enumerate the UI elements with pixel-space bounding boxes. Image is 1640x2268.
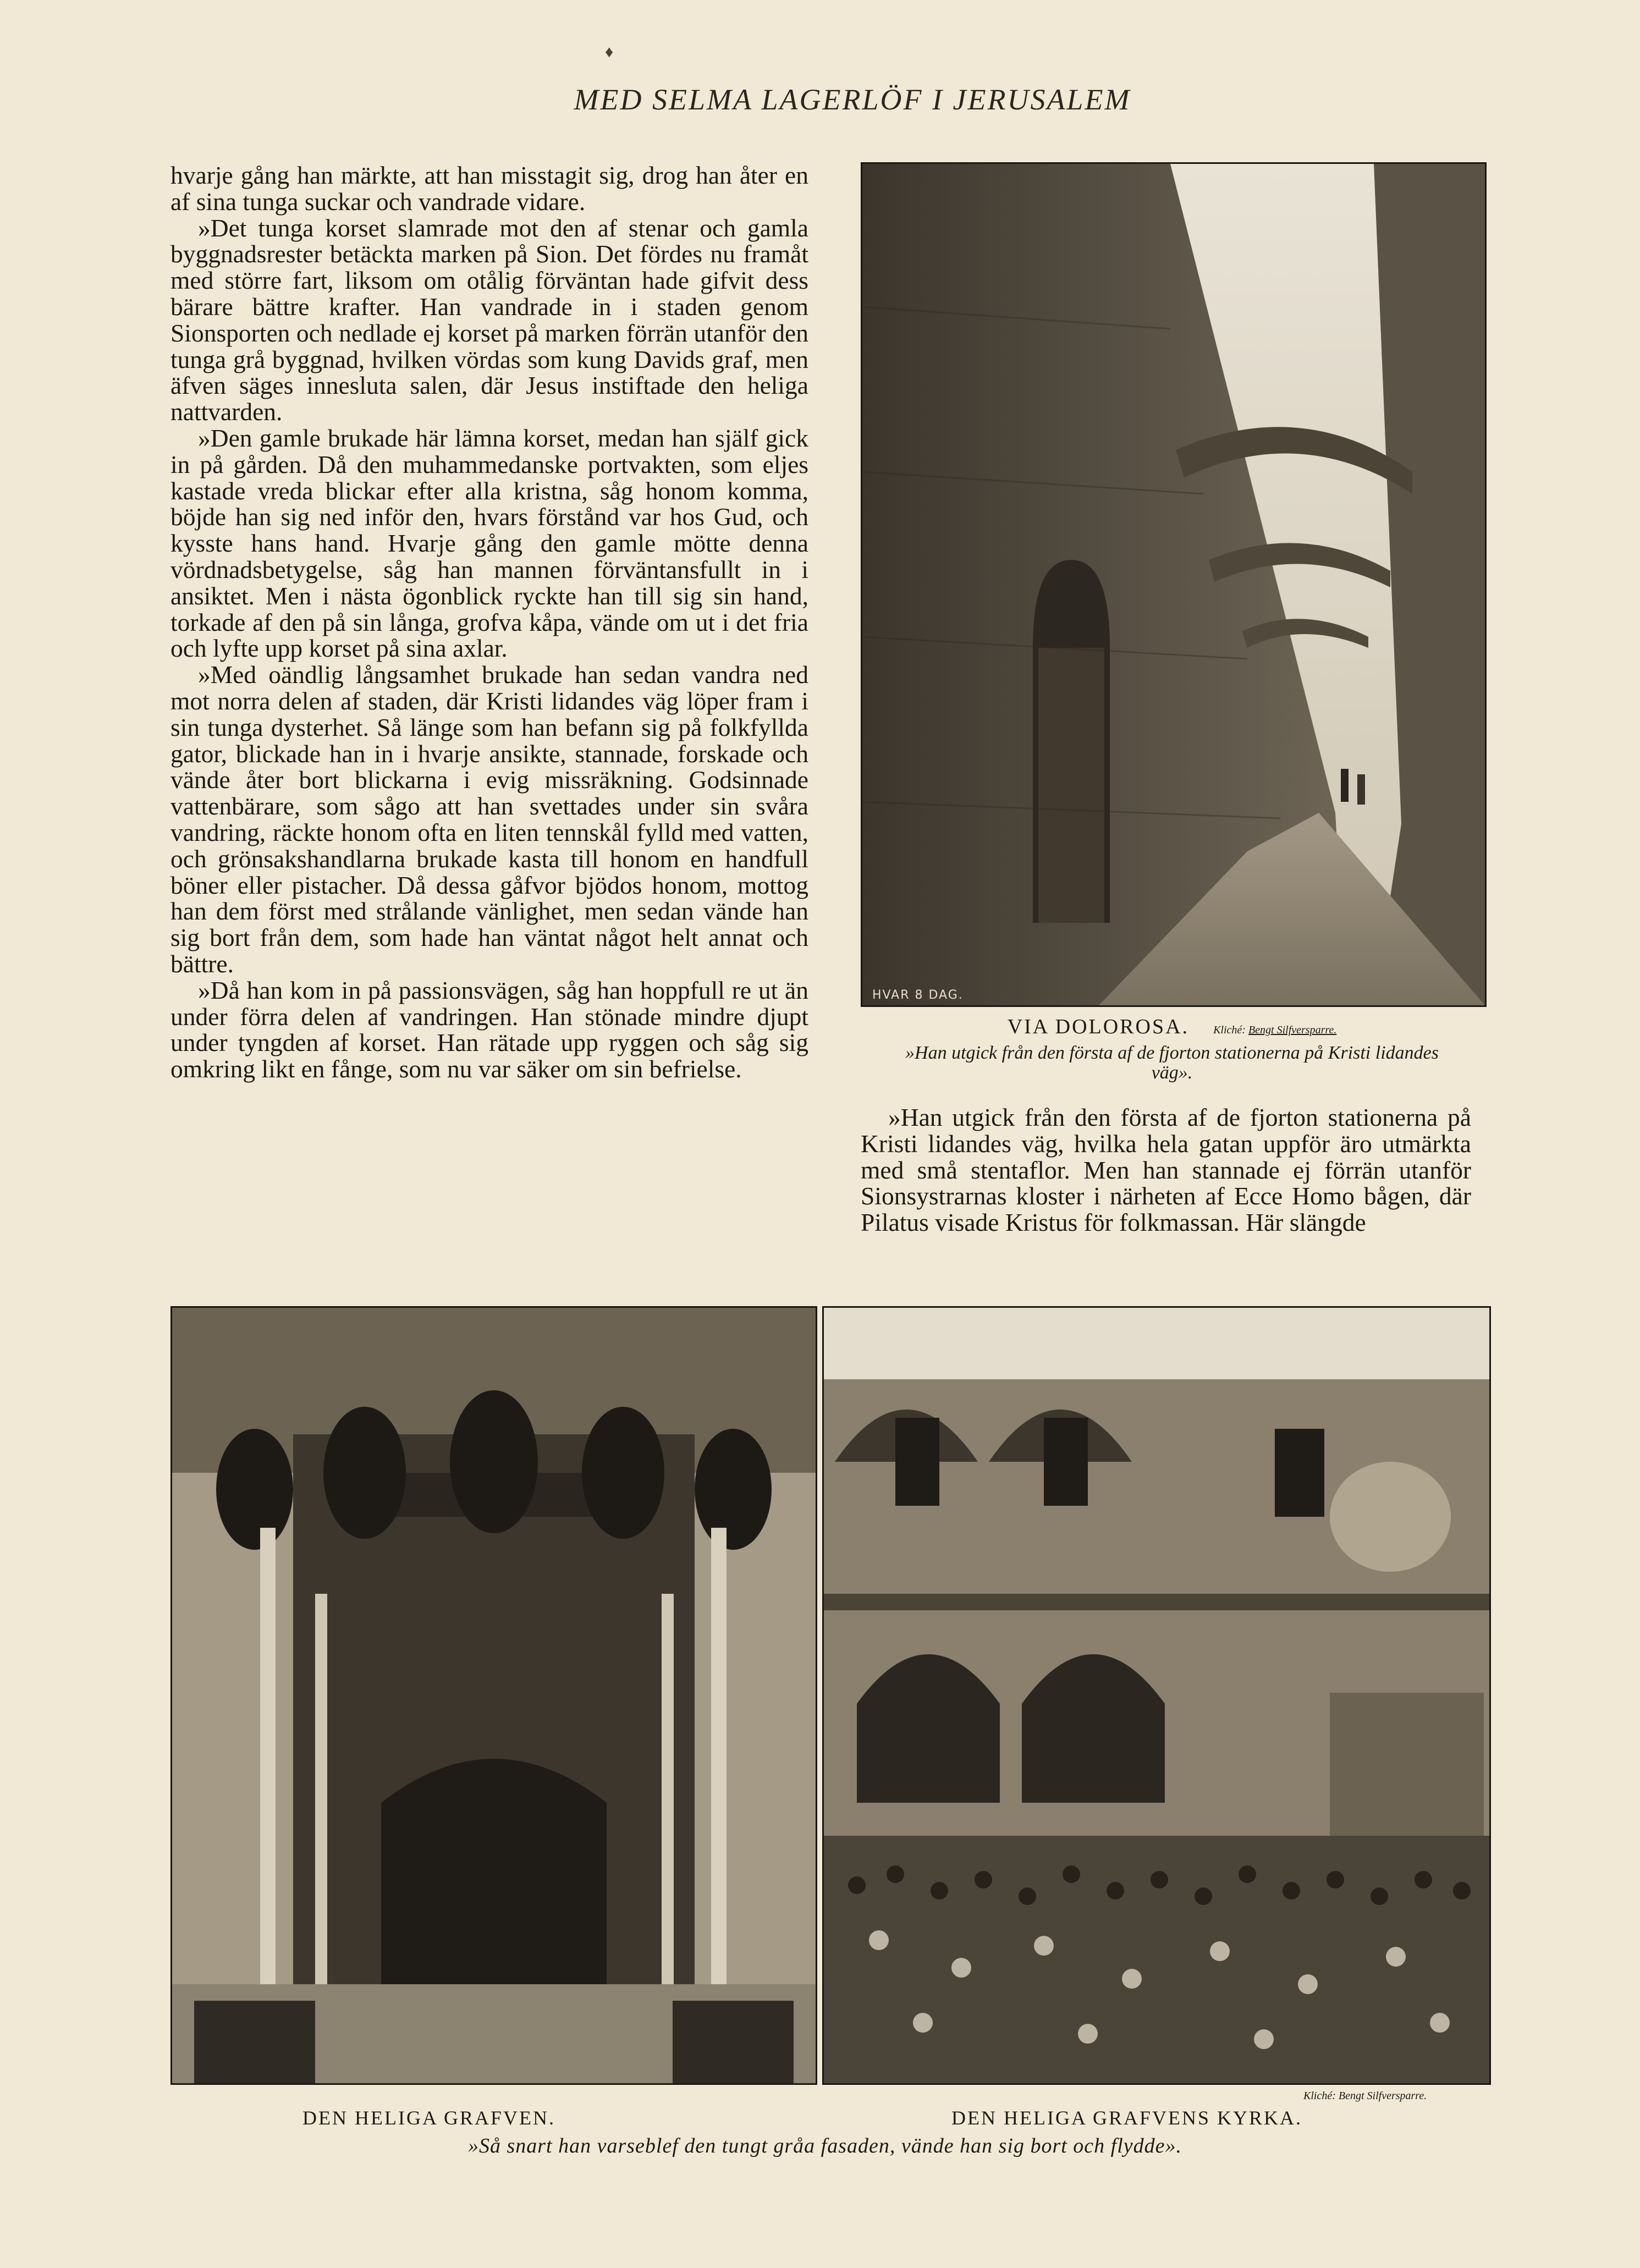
paragraph: »Då han kom in på passionsvägen, såg han hoppfull re ut än under förra delen af vandringen. Han stönade mindre djupt under tyngden af korset. Han rätade upp ryggen och såg sig omkring likt en fånge, som nu var säker om sin befrielse.: [170, 976, 808, 1083]
right-text-column: [861, 1104, 1471, 1236]
sepulchre-caption: DEN HELIGA GRAFVEN.: [302, 2107, 555, 2129]
paragraph: »Den gamle brukade här lämna korset, medan han själf gick in på gården. Då den muhammedanske portvakten, som eljes kastade vreda blickar efter alla kristna, såg honom komma, böjde han sig ned inför den, hvars förstånd var hos Gud, och kysste hans hand. Hvarje gång den gamle mötte denna vördnadsbetygelse, såg han mannen förväntansfullt in i ansiktet. Men i nästa ögonblick ryckte han till sig sin hand, torkade af den på sin långa, grofva kåpa, vände om ut i det fria och lyfte upp korset på sina axlar.: [170, 423, 808, 663]
paragraph: »Med oändlig långsamhet brukade han sedan vandra ned mot norra delen af staden, där Kristi lidandes väg löper fram i sin tunga dysterhet. Så länge som han befann sig på folkfyllda gator, blickade han in i hvarje ansikte, stannade, forskade och vände åter bort blickarna i evig missräkning. Godsinnade vattenbärare, som sågo att han svettades under sin svåra vandring, räckte honom ofta en liten tennskål fylld med vatten, och grönsakshandlarna brukade kasta till honom en handfull böner eller pistacher. Då dessa gåfvor bjödos honom, mottog han dem först med strålande vänlighet, men sedan vände han sig bort från dem, som hade han väntat något helt annat och bättre.: [170, 660, 808, 978]
church-facade-photo: [822, 1306, 1491, 2085]
credit-name: Bengt Silfversparre.: [1248, 1024, 1337, 1036]
sepulchre-illustration: [172, 1308, 816, 2083]
photo-watermark: HVAR 8 DAG.: [872, 988, 964, 1002]
page-ornament: ♦: [605, 43, 614, 61]
church-caption: DEN HELIGA GRAFVENS KYRKA.: [951, 2107, 1303, 2129]
via-dolorosa-caption: [861, 1015, 1483, 1083]
bottom-credit: Kliché: Bengt Silfversparre.: [1303, 2090, 1427, 2102]
paragraph: hvarje gång han märkte, att han misstagit sig, drog han åter en af sina tunga suckar och vandrade vidare.: [170, 161, 808, 216]
via-dolorosa-photo: [861, 162, 1487, 1007]
paragraph: »Det tunga korset slamrade mot den af stenar och gamla byggnadsrester betäckta marken på Sion. Det fördes nu framåt med större fart, liksom om otålig förväntan hade gifvit dess bärare bättre krafter. Han vandrade in i staden genom Sionsporten och nedlade ej korset på marken förrän utanför den tunga grå byggnad, hvilken vördas som kung Davids graf, men äfven säges innesluta salen, där Jesus instiftade den heliga nattvarden.: [170, 213, 808, 426]
bottom-quote: »Så snart han varseblef den tungt gråa fasaden, vände han sig bort och flydde».: [467, 2134, 1182, 2157]
holy-sepulchre-photo: [170, 1306, 817, 2085]
paragraph: »Han utgick från den första af de fjorton stationerna på Kristi lidandes väg, hvilka hela gatan uppför äro utmärkta med små stentaflor. Men han stannade ej förrän utanför Sionsystrarnas kloster i närheten af Ecce Homo bågen, där Pilatus visade Kristus för folkmassan. Här slängde: [861, 1103, 1471, 1237]
via-dolorosa-credit: [1213, 1024, 1336, 1036]
credit-prefix: Kliché:: [1213, 1024, 1246, 1036]
via-dolorosa-title: VIA DOLOROSA.: [1007, 1015, 1190, 1038]
street-illustration: [862, 164, 1485, 1005]
via-dolorosa-quote: »Han utgick från den första af de fjorton stationerna på Kristi lidandes väg».: [905, 1043, 1439, 1083]
page-header-title: MED SELMA LAGERLÖF I JERUSALEM: [574, 83, 1131, 116]
left-text-column: [170, 162, 808, 1082]
church-illustration: [824, 1308, 1489, 2083]
